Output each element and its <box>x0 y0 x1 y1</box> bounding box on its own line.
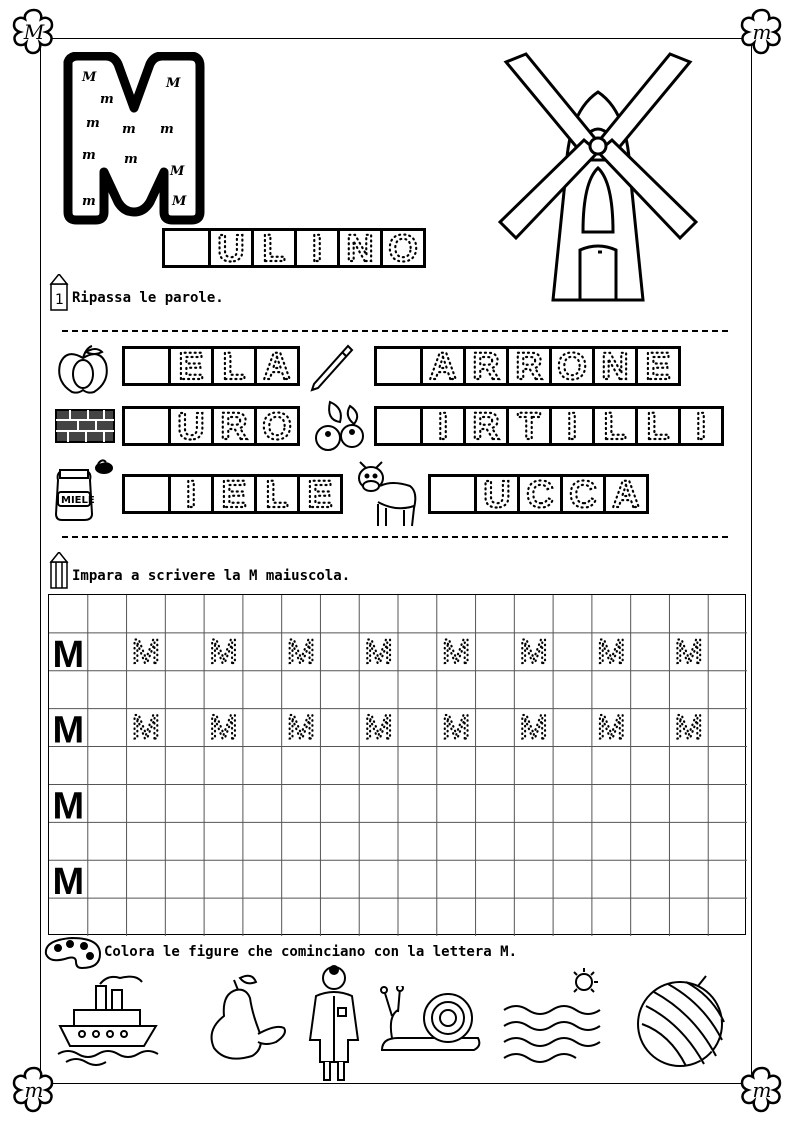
mini-letter: m <box>122 122 136 137</box>
traced-letter: M <box>674 708 703 747</box>
dotted-letter <box>549 349 592 383</box>
svg-text:C <box>526 477 553 511</box>
traced-letter: M <box>131 632 161 671</box>
traced-letter: M <box>442 632 471 671</box>
mini-letter: M <box>172 194 187 209</box>
dotted-letter <box>474 477 517 511</box>
mini-letter: M <box>82 70 97 85</box>
svg-text:E <box>645 349 670 383</box>
svg-text:I <box>312 231 323 265</box>
dotted-letter <box>678 409 721 443</box>
svg-text:I <box>696 409 707 443</box>
mini-letter: M <box>166 76 181 91</box>
word-boxes-marrone <box>374 346 681 386</box>
watermelon-icon <box>634 974 728 1072</box>
traced-letter: M <box>597 708 626 747</box>
mini-letter: m <box>82 194 96 209</box>
svg-text:L <box>262 231 285 265</box>
svg-text:U <box>177 409 204 443</box>
svg-text:E <box>221 477 246 511</box>
traced-letter: M <box>674 632 703 671</box>
svg-text:L <box>603 409 626 443</box>
missing-letter-box[interactable] <box>377 349 420 383</box>
honey-jar-icon <box>52 458 118 526</box>
sea-icon <box>500 966 612 1070</box>
mini-letter: m <box>124 152 138 167</box>
mini-letter: m <box>100 92 114 107</box>
pencil-number-icon <box>48 274 72 316</box>
ship-icon <box>56 970 166 1070</box>
missing-letter-box[interactable] <box>125 349 168 383</box>
brick-wall-icon <box>54 408 116 448</box>
instruction-3: Colora le figure che cominciano con la lettera M. <box>104 944 518 960</box>
dotted-letter <box>560 477 603 511</box>
corner-letter: m <box>752 20 772 44</box>
dotted-letter <box>592 409 635 443</box>
svg-text:R <box>472 409 499 443</box>
windmill-icon <box>498 52 698 314</box>
dotted-letter <box>549 409 592 443</box>
corner-flower-bottom-right <box>734 1062 790 1118</box>
word-boxes-mirtilli <box>374 406 724 446</box>
svg-text:A <box>263 349 290 383</box>
svg-text:O <box>388 231 418 265</box>
big-letter-m <box>60 52 208 227</box>
title-word-boxes <box>162 228 426 268</box>
svg-text:L <box>222 349 245 383</box>
svg-text:R <box>515 349 542 383</box>
svg-text:N <box>346 231 373 265</box>
dotted-letter <box>251 231 294 265</box>
svg-text:U <box>217 231 244 265</box>
dotted-letter <box>168 409 211 443</box>
dotted-letter <box>208 231 251 265</box>
model-letter: M <box>52 785 85 828</box>
cow-icon <box>352 458 422 534</box>
word-boxes-mela <box>122 346 300 386</box>
svg-text:A <box>612 477 639 511</box>
svg-text:R <box>220 409 247 443</box>
svg-text:L <box>646 409 669 443</box>
dotted-letter <box>506 349 549 383</box>
missing-letter-box[interactable] <box>125 409 168 443</box>
dotted-letter <box>463 349 506 383</box>
traced-letter: M <box>286 708 316 747</box>
dotted-letter <box>254 477 297 511</box>
dotted-letter <box>168 349 211 383</box>
svg-text:E <box>178 349 203 383</box>
dotted-letter <box>254 409 297 443</box>
dotted-letter <box>297 477 340 511</box>
model-letter: M <box>52 861 85 904</box>
missing-letter-box[interactable] <box>125 477 168 511</box>
word-boxes-miele <box>122 474 343 514</box>
dashed-divider <box>62 330 728 332</box>
dotted-letter <box>380 231 423 265</box>
corner-flower-bottom-left <box>6 1062 62 1118</box>
dotted-letter <box>420 409 463 443</box>
svg-text:E <box>307 477 332 511</box>
traced-letter: M <box>286 632 316 671</box>
dotted-letter <box>463 409 506 443</box>
dotted-letter <box>211 477 254 511</box>
word-boxes-mucca <box>428 474 649 514</box>
missing-letter-box[interactable] <box>165 231 208 265</box>
dotted-letter <box>517 477 560 511</box>
writing-grid[interactable] <box>48 594 746 935</box>
svg-text:O <box>262 409 292 443</box>
dotted-letter <box>635 409 678 443</box>
model-letter: M <box>52 709 85 752</box>
pencil-icon <box>308 344 354 396</box>
missing-letter-box[interactable] <box>431 477 474 511</box>
dotted-letter <box>254 349 297 383</box>
dashed-divider <box>62 536 728 538</box>
traced-letter: M <box>519 632 548 671</box>
mini-letter: m <box>82 148 96 163</box>
traced-letter: M <box>442 708 471 747</box>
instruction-1: Ripassa le parole. <box>72 290 224 306</box>
traced-letter: M <box>209 708 238 747</box>
corner-flower-top-left <box>6 4 62 60</box>
dotted-letter <box>506 409 549 443</box>
dotted-letter <box>211 349 254 383</box>
svg-text:A <box>429 349 456 383</box>
apple-icon <box>56 344 110 400</box>
mini-letter: M <box>170 164 185 179</box>
svg-text:O <box>557 349 587 383</box>
snail-icon <box>378 986 486 1062</box>
svg-text:R <box>472 349 499 383</box>
svg-text:I <box>567 409 578 443</box>
traced-letter: M <box>364 632 393 671</box>
mini-letter: m <box>160 122 174 137</box>
dotted-letter <box>294 231 337 265</box>
pear-icon <box>196 972 292 1066</box>
model-letter: M <box>52 633 85 676</box>
mini-letter: m <box>86 116 100 131</box>
berries-icon <box>310 398 370 460</box>
traced-letter: M <box>364 708 393 747</box>
dotted-letter <box>635 349 678 383</box>
jar-label: MIELE <box>61 495 95 506</box>
dotted-letter <box>168 477 211 511</box>
dotted-letter <box>592 349 635 383</box>
corner-flower-top-right <box>734 4 790 60</box>
word-boxes-muro <box>122 406 300 446</box>
traced-letter: M <box>209 632 238 671</box>
instruction-2: Impara a scrivere la M maiuscola. <box>72 568 351 584</box>
missing-letter-box[interactable] <box>377 409 420 443</box>
svg-text:U <box>483 477 510 511</box>
svg-text:I <box>438 409 449 443</box>
svg-text:C <box>569 477 596 511</box>
svg-text:L <box>265 477 288 511</box>
traced-letter: M <box>131 708 161 747</box>
dotted-letter <box>337 231 380 265</box>
traced-letter: M <box>597 632 626 671</box>
svg-text:1: 1 <box>55 292 64 308</box>
dotted-letter <box>603 477 646 511</box>
corner-letter: m <box>24 1078 44 1102</box>
svg-text:I <box>186 477 197 511</box>
traced-letter: M <box>519 708 548 747</box>
dotted-letter <box>420 349 463 383</box>
pencil-icon <box>48 552 70 594</box>
dotted-letter <box>211 409 254 443</box>
corner-letter: M <box>23 20 45 44</box>
corner-letter: m <box>752 1078 772 1102</box>
svg-text:T <box>517 409 540 443</box>
doctor-icon <box>302 962 366 1088</box>
svg-text:N <box>601 349 628 383</box>
